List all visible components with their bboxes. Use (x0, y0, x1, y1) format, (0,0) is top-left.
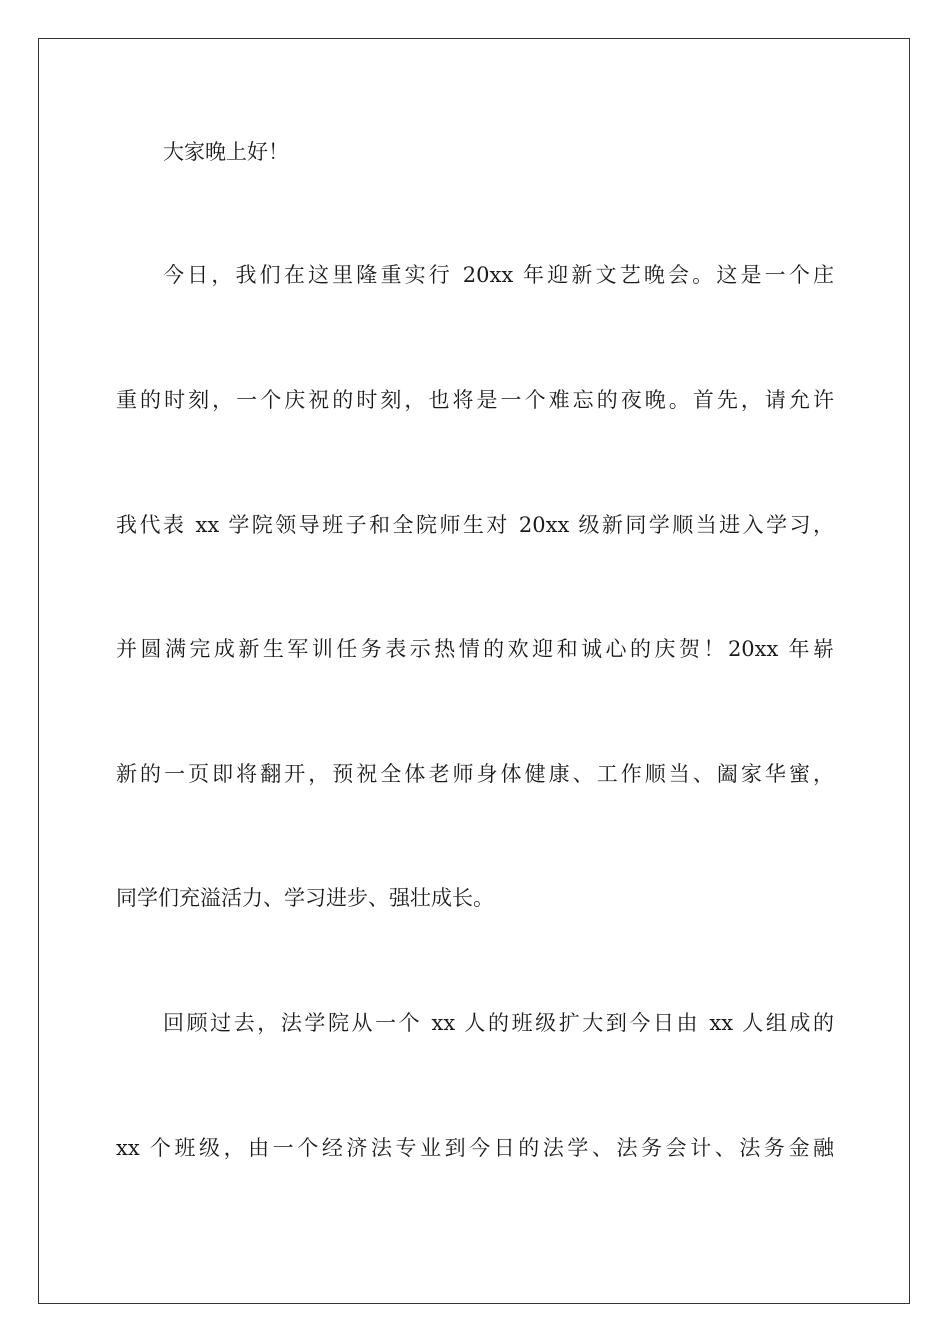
paragraph-1-line-6: 同学们充溢活力、学习进步、强壮成长。 (116, 886, 494, 910)
paragraph-2-line-2: xx 个班级，由一个经济法专业到今日的法学、法务会计、法务金融 (116, 1136, 834, 1160)
paragraph-1-line-5: 新的一页即将翻开，预祝全体老师身体健康、工作顺当、阖家华蜜， (116, 762, 834, 786)
paragraph-1-line-4: 并圆满完成新生军训任务表示热情的欢迎和诚心的庆贺！20xx 年崭 (116, 637, 834, 661)
greeting-line: 大家晚上好！ (163, 140, 289, 164)
page-border (38, 38, 910, 1304)
paragraph-1-line-1: 今日，我们在这里隆重实行 20xx 年迎新文艺晚会。这是一个庄 (163, 263, 834, 287)
paragraph-2-line-1: 回顾过去，法学院从一个 xx 人的班级扩大到今日由 xx 人组成的 (163, 1011, 834, 1035)
paragraph-1-line-3: 我代表 xx 学院领导班子和全院师生对 20xx 级新同学顺当进入学习， (116, 513, 834, 537)
paragraph-1-line-2: 重的时刻，一个庆祝的时刻，也将是一个难忘的夜晚。首先，请允许 (116, 388, 834, 412)
